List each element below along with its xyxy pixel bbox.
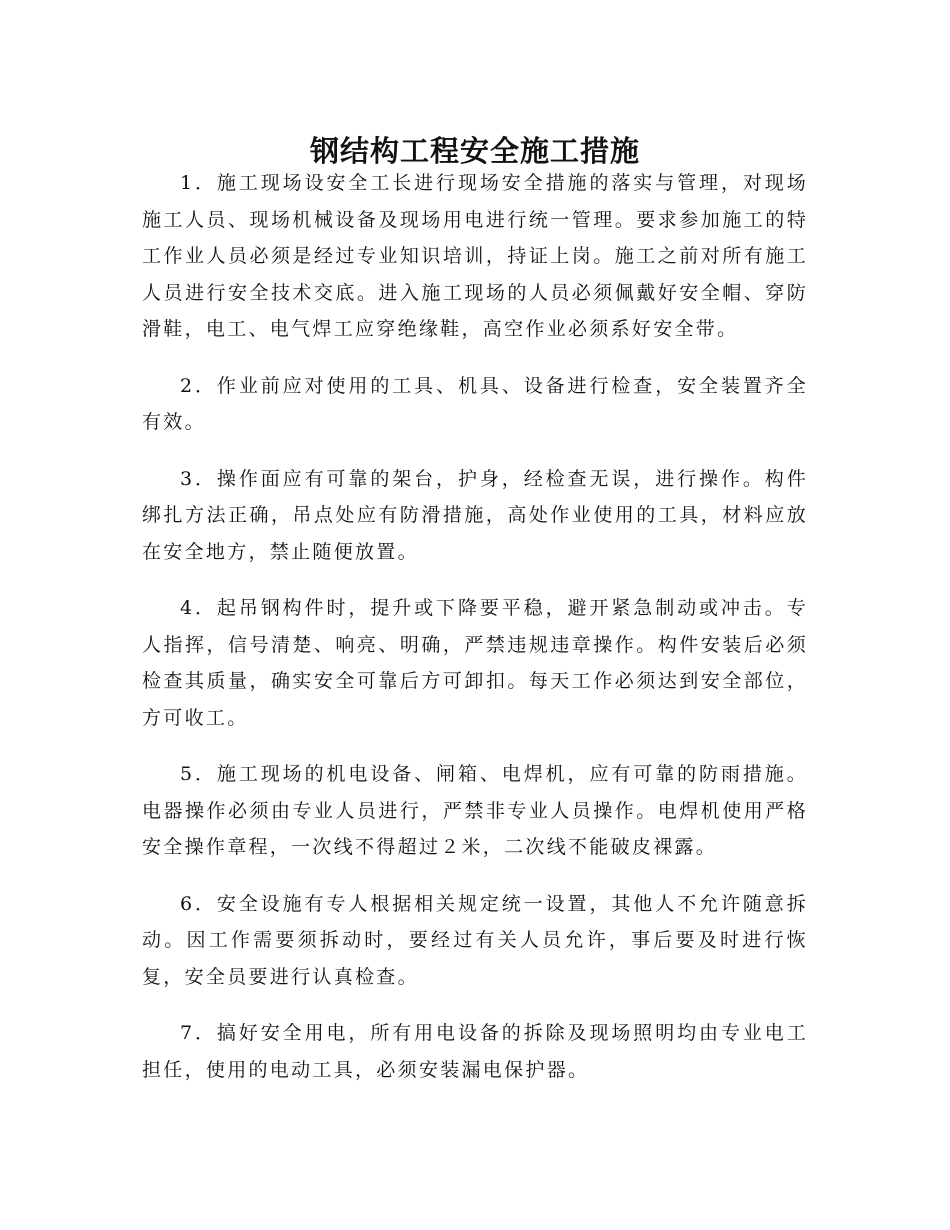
paragraph-2: 2．作业前应对使用的工具、机具、设备进行检查，安全装置齐全有效。 xyxy=(142,374,808,433)
paragraph-7: 7．搞好安全用电，所有用电设备的拆除及现场照明均由专业电工担任，使用的电动工具，必须安装漏电保护器。 xyxy=(142,1022,808,1081)
paragraph-5: 5．施工现场的机电设备、闸箱、电焊机，应有可靠的防雨措施。电器操作必须由专业人员进行，严禁非专业人员操作。电焊机使用严格安全操作章程，一次线不得超过２米，二次线不能破皮裸露。 xyxy=(142,763,808,858)
document-title: 钢结构工程安全施工措施 xyxy=(309,134,640,169)
paragraph-6: 6．安全设施有专人根据相关规定统一设置，其他人不允许随意拆动。因工作需要须拆动时，要经过有关人员允许，事后要及时进行恢复，安全员要进行认真检查。 xyxy=(142,892,808,988)
paragraph-3: 3．操作面应有可靠的架台，护身，经检查无误，进行操作。构件绑扎方法正确，吊点处应有防滑措施，高处作业使用的工具，材料应放在安全地方，禁止随便放置。 xyxy=(142,467,808,563)
paragraph-4: 4．起吊钢构件时，提升或下降要平稳，避开紧急制动或冲击。专人指挥，信号清楚、响亮、明确，严禁违规违章操作。构件安装后必须检查其质量，确实安全可靠后方可卸扣。每天工作必须达到安全部位，方可收工。 xyxy=(142,597,808,729)
document-body xyxy=(142,165,808,1108)
paragraph-1: 1．施工现场设安全工长进行现场安全措施的落实与管理，对现场施工人员、现场机械设备及现场用电进行统一管理。要求参加施工的特工作业人员必须是经过专业知识培训，持证上岗。施工之前对所有施工人员进行安全技术交底。进入施工现场的人员必须佩戴好安全帽、穿防滑鞋，电工、电气焊工应穿绝缘鞋，高空作业必须系好安全带。 xyxy=(142,172,808,340)
